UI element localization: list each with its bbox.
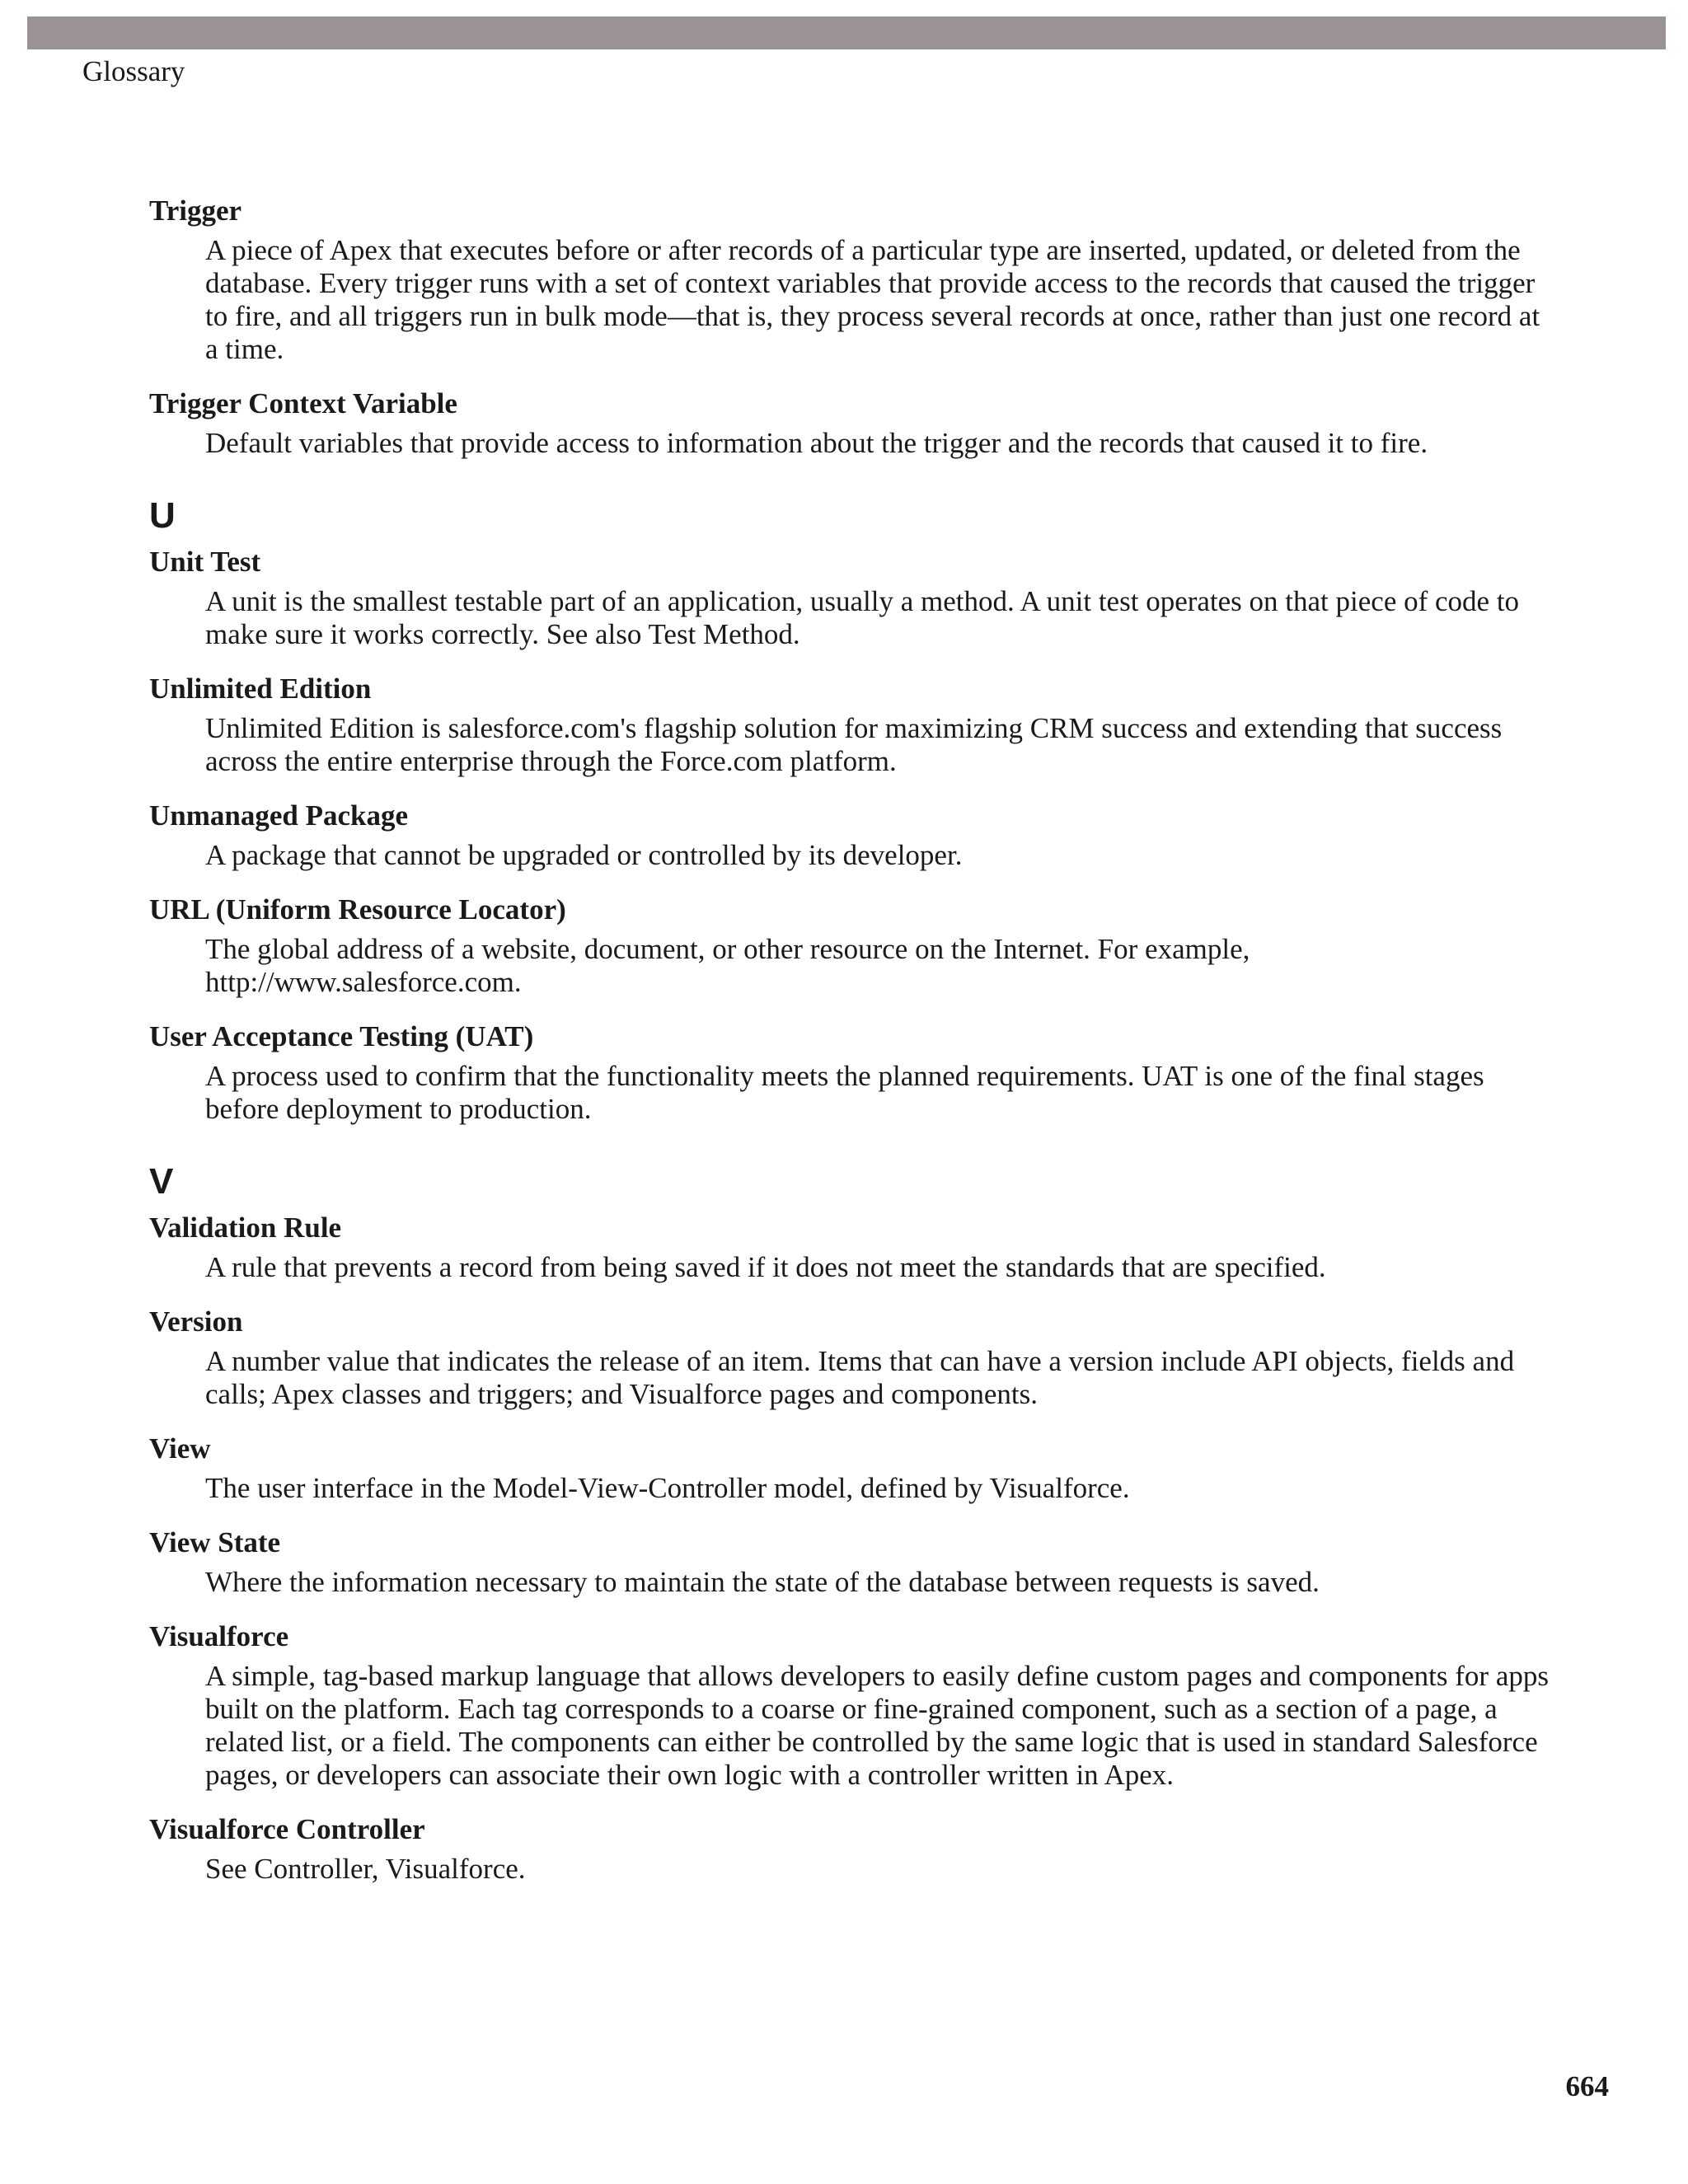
glossary-term: Version xyxy=(149,1305,243,1338)
section-letter: U xyxy=(149,495,176,536)
glossary-term: Validation Rule xyxy=(149,1212,342,1244)
glossary-entry xyxy=(149,796,1550,872)
glossary-entry xyxy=(149,1017,1550,1126)
glossary-definition: The global address of a website, document, or other resource on the Internet. For example, http://www.salesforce.com. xyxy=(205,933,1250,998)
glossary-entry xyxy=(149,669,1550,778)
glossary-term: URL (Uniform Resource Locator) xyxy=(149,893,566,926)
glossary-definition: A rule that prevents a record from being saved if it does not meet the standards that are specified. xyxy=(205,1251,1326,1283)
glossary-definition: A piece of Apex that executes before or after records of a particular type are inserted, updated, or deleted from the database. Every trigger runs with a set of context variables that provide access to the records that caused the trigger to fire, and all triggers run in bulk mode—that is, they process several records at once, rather than just one record at a time. xyxy=(205,234,1540,365)
glossary-term: Unlimited Edition xyxy=(149,673,372,705)
glossary-entry xyxy=(149,384,1550,460)
glossary-definition: A unit is the smallest testable part of an application, usually a method. A unit test operates on that piece of code to make sure it works correctly. See also Test Method. xyxy=(205,585,1520,650)
glossary-definition: See Controller, Visualforce. xyxy=(205,1853,526,1885)
glossary-entry xyxy=(149,542,1550,651)
glossary-term: View State xyxy=(149,1526,281,1558)
glossary-term: Unmanaged Package xyxy=(149,799,409,832)
glossary-definition: Where the information necessary to maintain the state of the database between requests is saved. xyxy=(205,1566,1320,1598)
header-bar xyxy=(27,16,1666,49)
glossary-term: Trigger xyxy=(149,194,242,227)
glossary-entry xyxy=(149,1302,1550,1411)
glossary-definition: A simple, tag-based markup language that allows developers to easily define custom pages and components for apps built on the platform. Each tag corresponds to a coarse or fine-grained component, such as a section of a page, a related list, or a field. The components can either be controlled by the same logic that is used in standard Salesforce pages, or developers can associate their own logic with a controller written in Apex. xyxy=(205,1660,1549,1791)
glossary-group-t xyxy=(149,191,1550,460)
section-letter: V xyxy=(149,1161,174,1202)
glossary-term: Unit Test xyxy=(149,546,261,578)
glossary-term: Visualforce Controller xyxy=(149,1813,425,1845)
glossary-term: User Acceptance Testing (UAT) xyxy=(149,1020,534,1052)
glossary-definition: The user interface in the Model-View-Controller model, defined by Visualforce. xyxy=(205,1472,1130,1504)
glossary-group-u xyxy=(149,494,1550,1126)
glossary-entry xyxy=(149,1523,1550,1599)
glossary-entry xyxy=(149,1208,1550,1284)
glossary-definition: Default variables that provide access to information about the trigger and the records that caused it to fire. xyxy=(205,427,1428,459)
glossary-entry xyxy=(149,890,1550,999)
glossary-entry xyxy=(149,1429,1550,1505)
glossary-definition: Unlimited Edition is salesforce.com's flagship solution for maximizing CRM success and extending that success across the entire enterprise through the Force.com platform. xyxy=(205,712,1503,777)
glossary-group-v xyxy=(149,1160,1550,1886)
glossary-entry xyxy=(149,191,1550,366)
glossary-term: Trigger Context Variable xyxy=(149,387,457,419)
glossary-content xyxy=(149,191,1550,1886)
glossary-entry xyxy=(149,1617,1550,1792)
running-header: Glossary xyxy=(82,55,185,87)
glossary-term: View xyxy=(149,1432,211,1465)
glossary-entry xyxy=(149,1810,1550,1886)
glossary-term: Visualforce xyxy=(149,1620,289,1652)
glossary-definition: A number value that indicates the release of an item. Items that can have a version include API objects, fields and calls; Apex classes and triggers; and Visualforce pages and components. xyxy=(205,1345,1515,1410)
glossary-definition: A package that cannot be upgraded or controlled by its developer. xyxy=(205,839,963,871)
glossary-definition: A process used to confirm that the functionality meets the planned requirements. UAT is one of the final stages before deployment to production. xyxy=(205,1060,1484,1125)
page-number: 664 xyxy=(1565,2070,1609,2102)
